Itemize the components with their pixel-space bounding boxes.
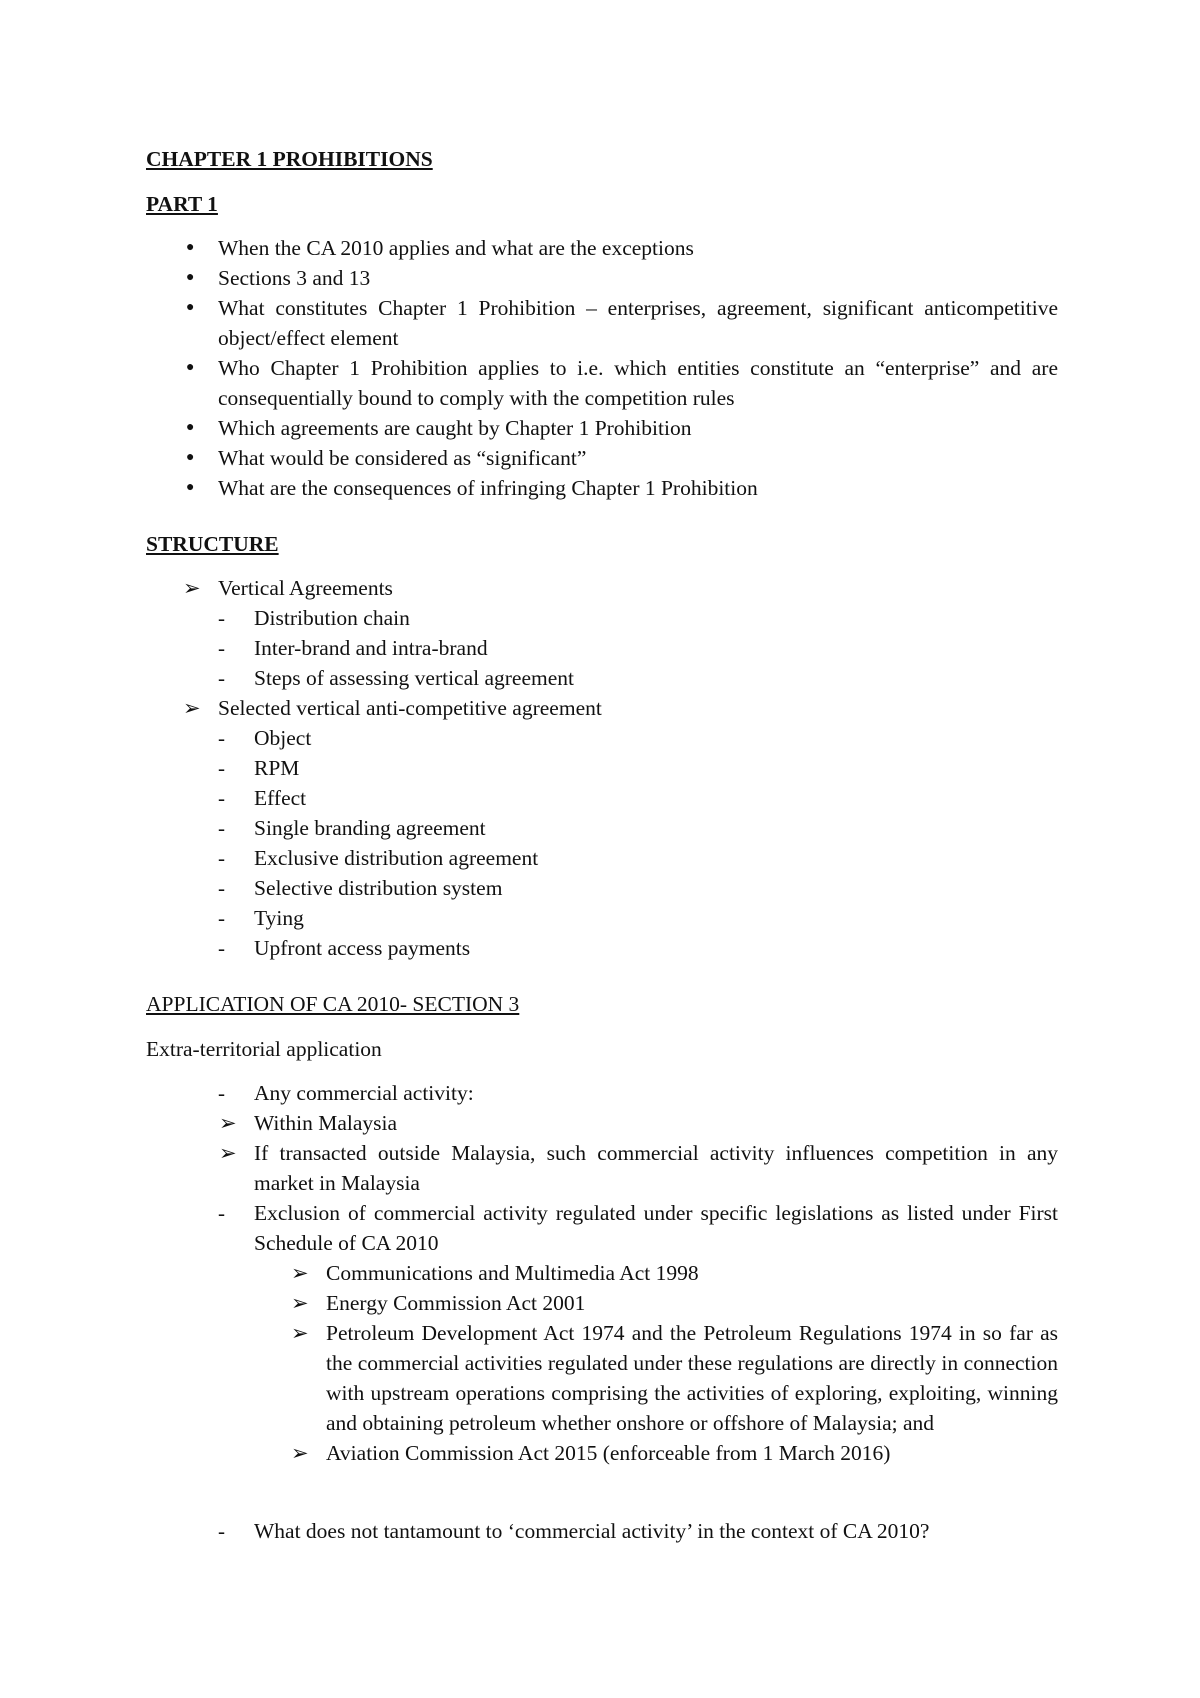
list-item: - Inter-brand and intra-brand xyxy=(146,633,1058,663)
dash-bullet-icon: - xyxy=(218,936,225,960)
dash-bullet-icon: - xyxy=(218,876,225,900)
list-item: - Distribution chain xyxy=(146,603,1058,633)
bullet-icon: ● xyxy=(186,300,195,315)
dash-bullet-icon: - xyxy=(218,1081,225,1105)
list-item: - Effect xyxy=(146,783,1058,813)
list-item: - Single branding agreement xyxy=(146,813,1058,843)
chapter-title: CHAPTER 1 PROHIBITIONS xyxy=(146,147,433,171)
list-item: - What does not tantamount to ‘commercial activity’ in the context of CA 2010? xyxy=(146,1516,1058,1546)
list-item: ● Who Chapter 1 Prohibition applies to i.e. which entities constitute an “enterprise” and are consequentially bound to comply with the competition rules xyxy=(146,353,1058,413)
arrow-bullet-icon: ➢ xyxy=(291,1441,309,1465)
dash-bullet-icon: - xyxy=(218,906,225,930)
list-item: - Exclusion of commercial activity regulated under specific legislations as listed under First Schedule of CA 2010 xyxy=(146,1198,1058,1258)
arrow-bullet-icon: ➢ xyxy=(183,576,201,600)
arrow-bullet-icon: ➢ xyxy=(219,1111,237,1135)
arrow-bullet-icon: ➢ xyxy=(219,1141,237,1165)
list-item: - Object xyxy=(146,723,1058,753)
list-item: ● What constitutes Chapter 1 Prohibition – enterprises, agreement, significant anticompetitive object/effect element xyxy=(146,293,1058,353)
dash-bullet-icon: - xyxy=(218,846,225,870)
list-item: ➢ Communications and Multimedia Act 1998 xyxy=(146,1258,1058,1288)
arrow-bullet-icon: ➢ xyxy=(291,1291,309,1315)
part1-list xyxy=(146,233,1058,503)
list-item: - Steps of assessing vertical agreement xyxy=(146,663,1058,693)
bullet-icon: ● xyxy=(186,420,195,435)
list-item: - RPM xyxy=(146,753,1058,783)
structure-group: ➢ Selected vertical anti-competitive agreement xyxy=(146,693,1058,723)
dash-bullet-icon: - xyxy=(218,636,225,660)
application-heading: APPLICATION OF CA 2010- SECTION 3 xyxy=(146,992,520,1016)
application-intro: Extra-territorial application xyxy=(146,1037,382,1061)
dash-bullet-icon: - xyxy=(218,726,225,750)
list-item: ➢ Petroleum Development Act 1974 and the Petroleum Regulations 1974 in so far as the commercial activities regulated under these regulations are directly in connection with upstream operations comprising the activities of exploring, exploiting, winning and obtaining petroleum whether onshore or offshore of Malaysia; and xyxy=(146,1318,1058,1438)
dash-bullet-icon: - xyxy=(218,606,225,630)
list-item: ● Which agreements are caught by Chapter 1 Prohibition xyxy=(146,413,1058,443)
list-item: ➢ If transacted outside Malaysia, such commercial activity influences competition in any market in Malaysia xyxy=(146,1138,1058,1198)
list-item: ➢ Energy Commission Act 2001 xyxy=(146,1288,1058,1318)
bullet-icon: ● xyxy=(186,240,195,255)
list-item: - Tying xyxy=(146,903,1058,933)
application-question-list xyxy=(146,1516,1058,1546)
arrow-bullet-icon: ➢ xyxy=(291,1261,309,1285)
list-item: - Any commercial activity: xyxy=(146,1078,1058,1108)
dash-bullet-icon: - xyxy=(218,816,225,840)
bullet-icon: ● xyxy=(186,270,195,285)
dash-bullet-icon: - xyxy=(218,756,225,780)
arrow-bullet-icon: ➢ xyxy=(291,1321,309,1345)
part1-heading: PART 1 xyxy=(146,192,218,216)
list-item: - Selective distribution system xyxy=(146,873,1058,903)
list-item: ● What are the consequences of infringing Chapter 1 Prohibition xyxy=(146,473,1058,503)
list-item: - Exclusive distribution agreement xyxy=(146,843,1058,873)
arrow-bullet-icon: ➢ xyxy=(183,696,201,720)
structure-group: ➢ Vertical Agreements xyxy=(146,573,1058,603)
list-item: ● Sections 3 and 13 xyxy=(146,263,1058,293)
list-item: ➢ Within Malaysia xyxy=(146,1108,1058,1138)
structure-heading: STRUCTURE xyxy=(146,532,279,556)
list-item: ● What would be considered as “significant” xyxy=(146,443,1058,473)
list-item: ➢ Aviation Commission Act 2015 (enforceable from 1 March 2016) xyxy=(146,1438,1058,1468)
list-item: - Upfront access payments xyxy=(146,933,1058,963)
structure-list xyxy=(146,573,1058,963)
dash-bullet-icon: - xyxy=(218,786,225,810)
application-list xyxy=(146,1078,1058,1468)
bullet-icon: ● xyxy=(186,360,195,375)
dash-bullet-icon: - xyxy=(218,666,225,690)
dash-bullet-icon: - xyxy=(218,1201,225,1225)
bullet-icon: ● xyxy=(186,450,195,465)
bullet-icon: ● xyxy=(186,480,195,495)
list-item: ● When the CA 2010 applies and what are the exceptions xyxy=(146,233,1058,263)
dash-bullet-icon: - xyxy=(218,1519,225,1543)
